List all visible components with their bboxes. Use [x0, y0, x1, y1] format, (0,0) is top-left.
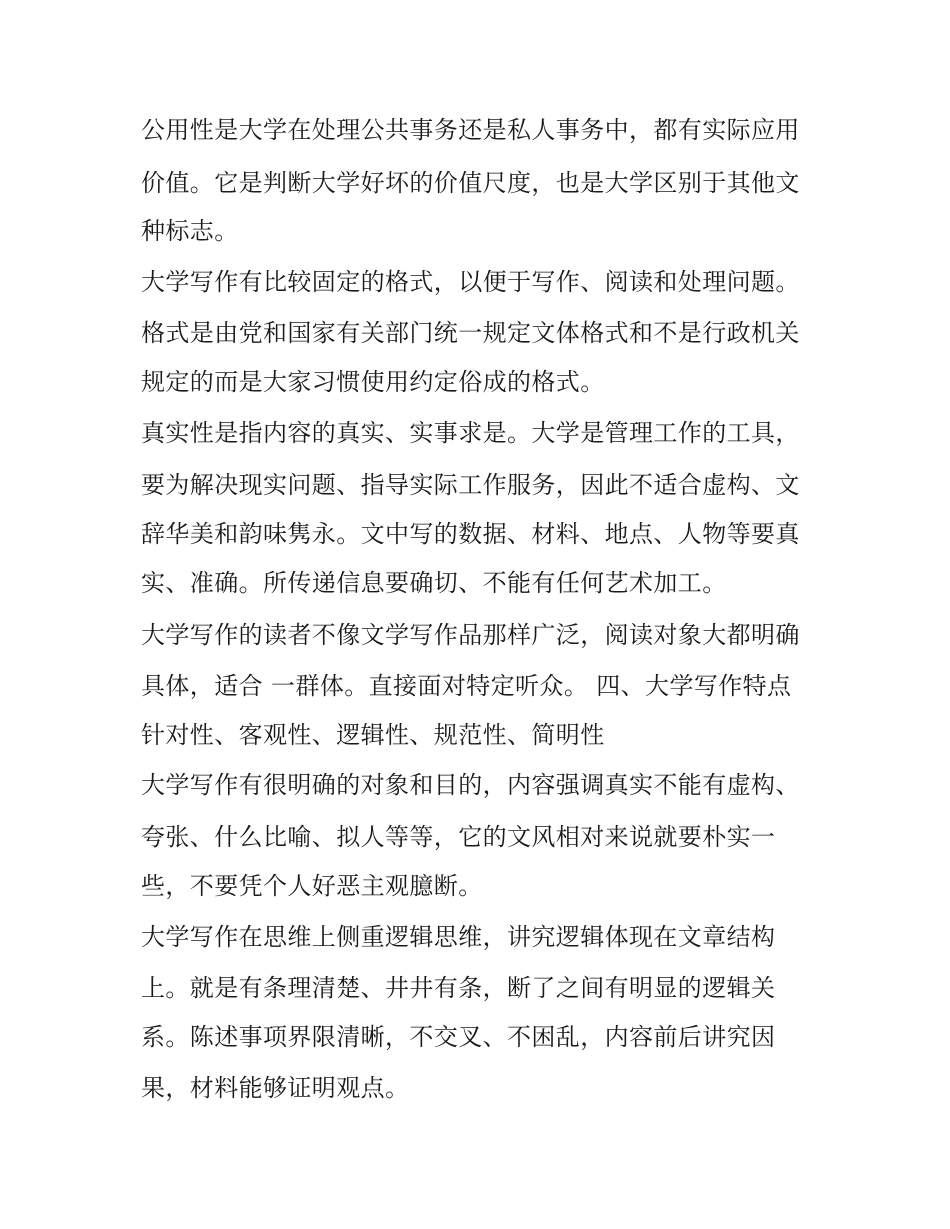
text-line: 价值。它是判断大学好坏的价值尺度，也是大学区别于其他文	[141, 169, 800, 197]
text-line: 种标志。	[141, 217, 239, 245]
text-line: 夸张、什么比喻、拟人等等，它的文风相对来说就要朴实一	[141, 823, 776, 851]
text-line: 具体，适合 一群体。直接面对特定听众。 四、大学写作特点	[141, 672, 792, 700]
text-line: 针对性、客观性、逻辑性、规范性、简明性	[141, 721, 605, 749]
text-line: 上。就是有条理清楚、井井有条，断了之间有明显的逻辑关	[141, 974, 776, 1002]
text-line: 要为解决现实问题、指导实际工作服务，因此不适合虚构、文	[141, 471, 800, 499]
text-line: 格式是由党和国家有关部门统一规定文体格式和不是行政机关	[141, 319, 800, 347]
text-line: 大学写作的读者不像文学写作品那样广泛，阅读对象大都明确	[141, 621, 800, 649]
text-line: 大学写作有很明确的对象和目的，内容强调真实不能有虚构、	[141, 771, 800, 799]
text-line: 辞华美和韵味隽永。文中写的数据、材料、地点、人物等要真	[141, 520, 800, 548]
text-line: 真实性是指内容的真实、实事求是。大学是管理工作的工具，	[141, 419, 800, 447]
text-line: 公用性是大学在处理公共事务还是私人事务中，都有实际应用	[141, 116, 800, 144]
text-line: 果，材料能够证明观点。	[141, 1074, 410, 1102]
text-line: 大学写作有比较固定的格式，以便于写作、阅读和处理问题。	[141, 268, 800, 296]
text-line: 实、准确。所传递信息要确切、不能有任何艺术加工。	[141, 569, 727, 597]
text-line: 规定的而是大家习惯使用约定俗成的格式。	[141, 368, 605, 396]
text-line: 大学写作在思维上侧重逻辑思维，讲究逻辑体现在文章结构	[141, 923, 776, 951]
text-line: 些，不要凭个人好恶主观臆断。	[141, 872, 483, 900]
text-line: 系。陈述事项界限清晰，不交叉、不困乱，内容前后讲究因	[141, 1023, 776, 1051]
